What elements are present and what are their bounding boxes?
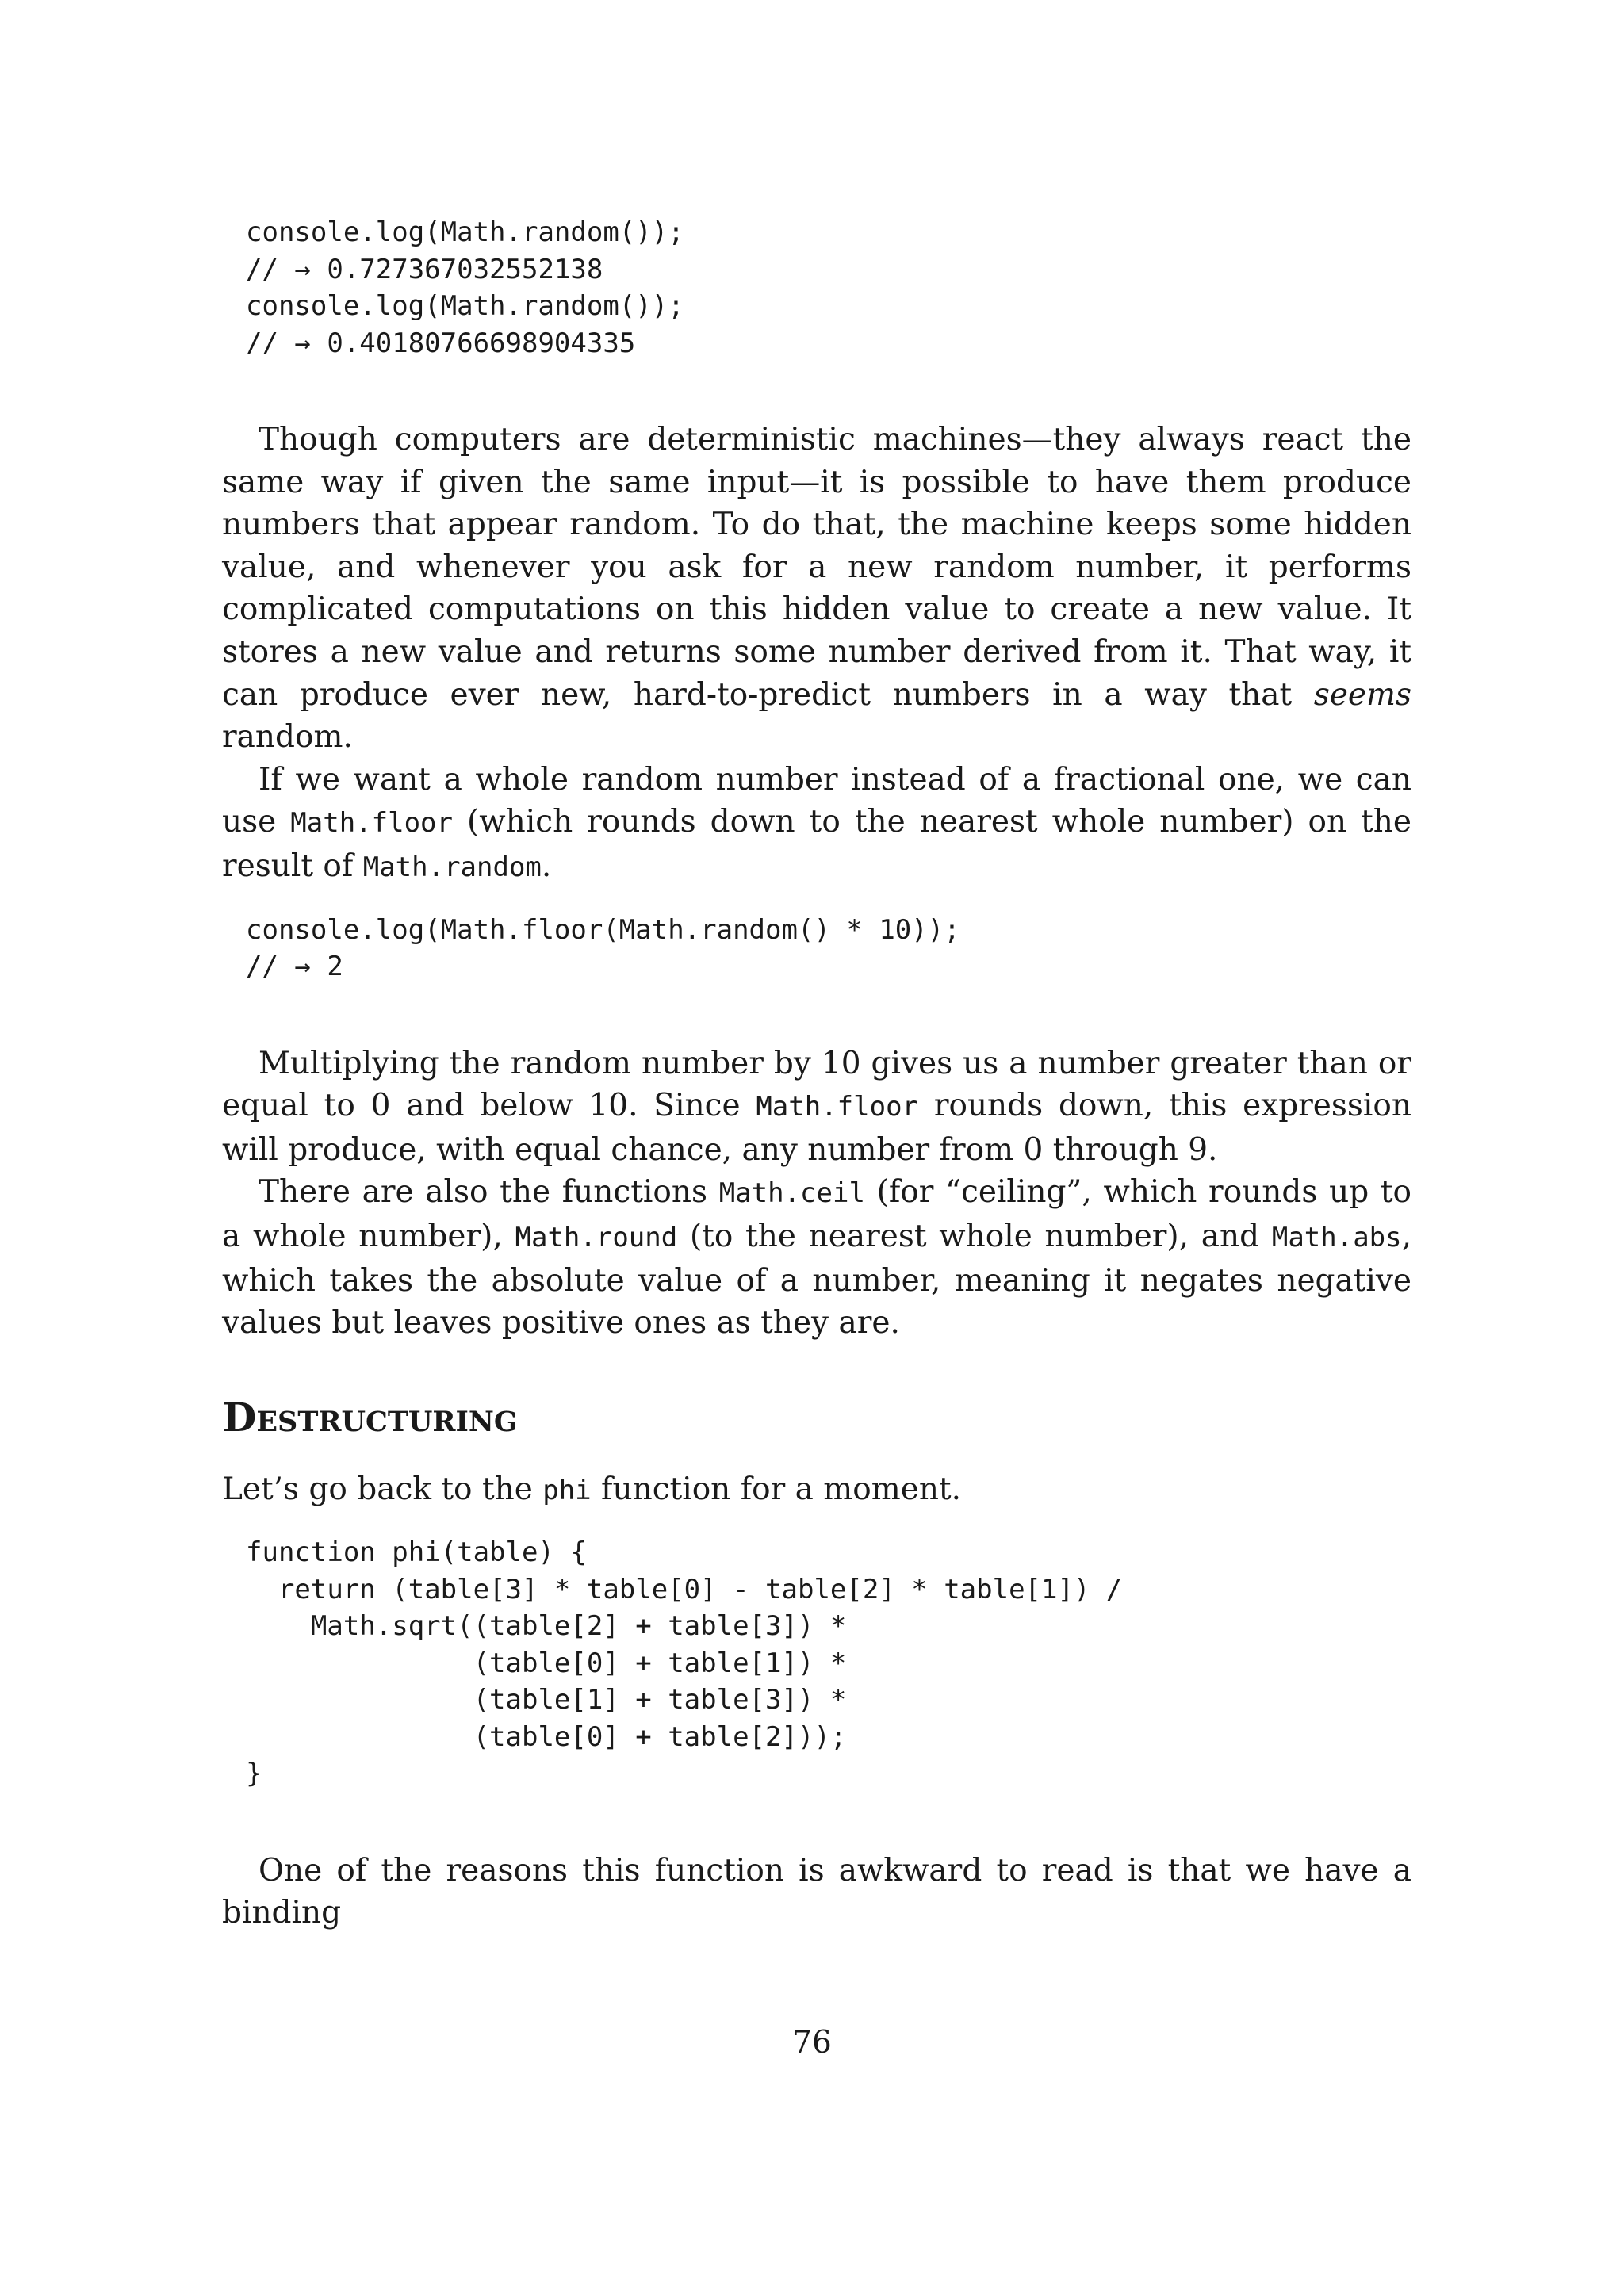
paragraph-text: rounds down, this expression will produce, with equal chance, any number from 0 through 9. bbox=[222, 1088, 1411, 1168]
code-block-random bbox=[222, 214, 1411, 362]
paragraph-text: random. bbox=[222, 719, 353, 756]
code-line: function phi(table) { bbox=[246, 1536, 587, 1569]
paragraph-text: Let’s go back to the bbox=[222, 1471, 543, 1507]
paragraph-awkward bbox=[222, 1850, 1411, 1934]
paragraph-text: (which rounds down to the nearest whole number) on the result of bbox=[222, 804, 1412, 884]
code-line: console.log(Math.random()); bbox=[246, 290, 684, 322]
code-line: return (table[3] * table[0] - table[2] * table[1]) / bbox=[246, 1573, 1123, 1605]
inline-code: Math.random bbox=[362, 851, 542, 883]
inline-code: Math.ceil bbox=[718, 1177, 865, 1210]
inline-code: Math.floor bbox=[290, 807, 453, 840]
paragraph-text: If we want a whole random number instead of a fractional one, we can use bbox=[222, 761, 1411, 840]
paragraph-math-functions bbox=[222, 1171, 1411, 1344]
paragraph-text: One of the reasons this function is awkward to read is that we have a binding bbox=[222, 1852, 1411, 1931]
code-line: (table[1] + table[3]) * bbox=[246, 1684, 847, 1716]
inline-code: Math.abs bbox=[1271, 1221, 1402, 1253]
paragraph-whole-random bbox=[222, 759, 1411, 890]
paragraph-text: (for “ceiling”, which rounds up to a whole number), bbox=[222, 1174, 1411, 1254]
paragraph-deterministic bbox=[222, 419, 1411, 759]
paragraph-text: Though computers are deterministic machines—they always react the same way if given the same input—it is possible to have them produce numbers that appear random. To do that, the machine keeps some hidden value, and whenever you ask for a new random number, it performs complicated computations on this hidden value to create a new value. It stores a new value and returns some number derived from it. That way, it can produce ever new, hard-to-predict numbers in a way that bbox=[222, 422, 1411, 713]
paragraph-multiplying bbox=[222, 1043, 1411, 1172]
code-line: // → 0.40180766698904335 bbox=[246, 327, 636, 359]
inline-code: Math.round bbox=[515, 1221, 678, 1253]
paragraph-text: . bbox=[541, 848, 552, 884]
paragraph-text: Multiplying the random number by 10 gives us a number greater than or equal to 0 and below 10. Since bbox=[222, 1045, 1411, 1124]
code-line: console.log(Math.random()); bbox=[246, 216, 684, 248]
code-line: console.log(Math.floor(Math.random() * 10)); bbox=[246, 913, 960, 946]
page-number: 76 bbox=[792, 2025, 832, 2061]
inline-code: Math.floor bbox=[756, 1091, 919, 1123]
paragraph-text: (to the nearest whole number), and bbox=[677, 1218, 1272, 1254]
inline-code: phi bbox=[542, 1474, 592, 1506]
paragraph-text: , which takes the absolute value of a number, meaning it negates negative values but leaves positive ones as they are. bbox=[222, 1218, 1412, 1341]
code-line: (table[0] + table[2])); bbox=[246, 1720, 847, 1753]
code-line: } bbox=[246, 1758, 262, 1790]
paragraph-text: There are also the functions bbox=[259, 1174, 719, 1211]
emphasis-text: seems bbox=[1313, 676, 1411, 713]
code-block-floor bbox=[222, 912, 1411, 985]
code-line: Math.sqrt((table[2] + table[3]) * bbox=[246, 1610, 847, 1643]
code-line: (table[0] + table[1]) * bbox=[246, 1647, 847, 1679]
code-block-phi bbox=[222, 1534, 1411, 1793]
section-heading: Destructuring bbox=[222, 1393, 518, 1441]
code-line: // → 0.727367032552138 bbox=[246, 253, 603, 285]
paragraph-phi-intro bbox=[222, 1468, 1411, 1513]
page-content bbox=[222, 214, 1411, 1934]
paragraph-text: function for a moment. bbox=[591, 1471, 962, 1507]
code-line: // → 2 bbox=[246, 951, 343, 983]
